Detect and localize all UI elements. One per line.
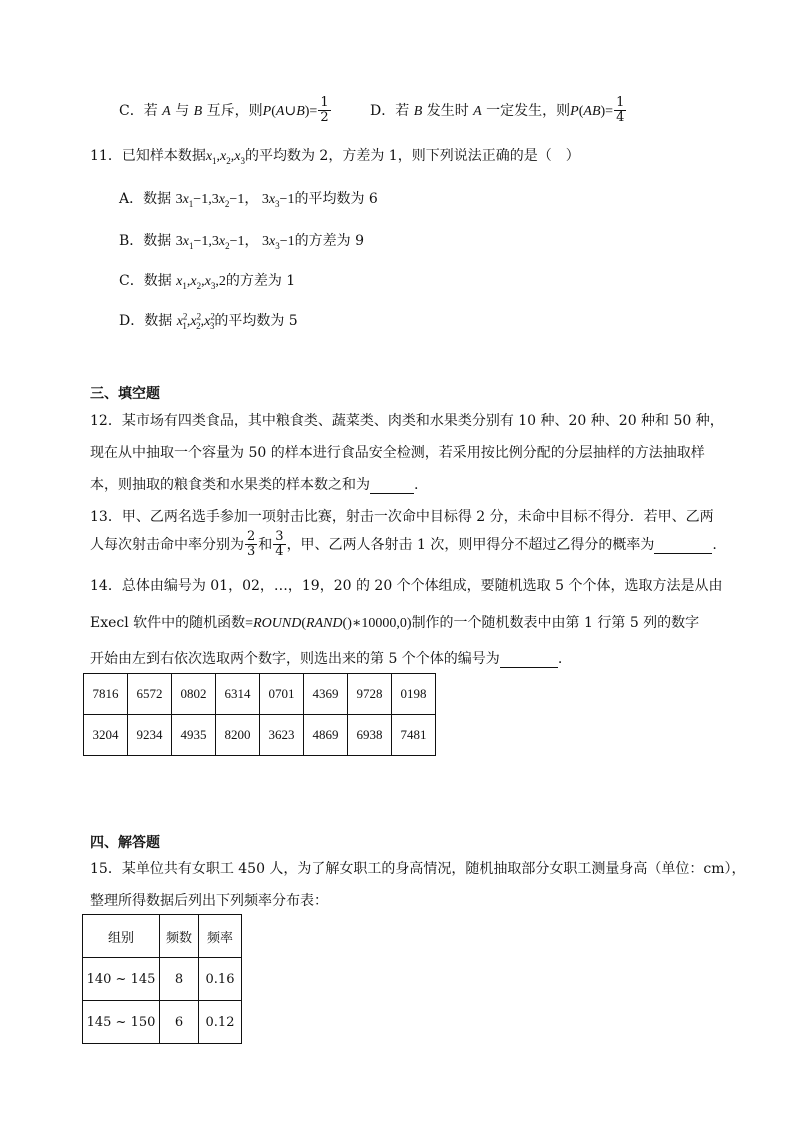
answer-blank[interactable] [500,651,558,668]
text: 人每次射击命中率分别为 [90,536,244,553]
q11-option-d [119,310,298,331]
fraction: $\frac{1}{4}$ [616,95,625,126]
text: 的平均数为 5 [214,313,298,329]
table-row [84,674,436,715]
table-cell: 9728 [348,674,392,715]
var-b: B [413,103,423,119]
table-row [84,715,436,756]
text: 互斥，则 [206,102,263,119]
table-cell: 7816 [84,674,128,715]
table-cell: 0.12 [199,1001,242,1044]
option-label: C． [119,102,144,119]
table-cell: 6572 [128,674,172,715]
q11-option-c [119,270,295,291]
sample-vars: $x_1,x_2,x_3$ [205,149,245,166]
text: 的方差为 9 [294,233,364,249]
table-cell: 145 ~ 150 [83,1001,160,1044]
fraction: $\frac{1}{2}$ [320,95,329,126]
table-cell: 6314 [216,674,260,715]
q11-option-b [119,230,364,251]
q14-line-3 [90,648,562,668]
prob-intersection-expr: P(AB)= [570,103,614,119]
vars-with-2: $x_1,x_2,x_3,2$ [176,274,226,291]
text: . [414,477,419,493]
q15-line-2: 整理所得数据后列出下列频率分布表： [90,893,328,909]
q12-line-3 [90,474,418,494]
q13-line-2 [90,530,717,560]
table-cell: 0802 [172,674,216,715]
q10-option-d [370,96,627,126]
table-cell: 3623 [260,715,304,756]
option-label: B． [119,233,144,249]
table-cell: 0198 [392,674,436,715]
round-rand-formula: =ROUND(RAND()∗10000,0) [245,616,412,631]
q13-line-1: 13．甲、乙两名选手参加一项射击比赛，射击一次命中目标得 2 分，未命中目标不得分．若甲、乙两 [90,509,714,525]
answer-blank[interactable] [654,537,712,554]
column-header: 频数 [160,915,199,958]
text: 数据 [143,273,172,289]
table-cell: 8 [160,958,199,1001]
text: 的平均数为 2，方差为 1，则下列说法正确的是（ ） [244,148,580,164]
text: 数据 [143,233,172,249]
text: 11．已知样本数据 [90,148,206,164]
transformed-vars: $3x_1-1,3x_2-1$， $3x_3-1$ [175,234,295,251]
table-row [83,958,242,1001]
table-cell: 4935 [172,715,216,756]
text: ，甲、乙两人各射击 1 次，则甲得分不超过乙得分的概率为 [286,536,655,553]
q12-line-1: 12．某市场有四类食品，其中粮食类、蔬菜类、肉类和水果类分别有 10 种、20 种、20 种和 50 种， [90,413,724,429]
q10-option-c [119,96,332,126]
column-header: 组别 [83,915,160,958]
text: 的方差为 1 [225,273,296,289]
q15-line-1: 15．某单位共有女职工 450 人，为了解女职工的身高情况，随机抽取部分女职工测量身高（单位：cm）， [90,861,746,877]
table-cell: 4869 [304,715,348,756]
squared-vars: $x^2_1,x^2_2,x^2_3$ [176,311,215,331]
answer-blank[interactable] [370,477,414,494]
text: 的平均数为 6 [294,191,378,207]
q11-stem [90,145,580,166]
text: 制作的一个随机数表中由第 1 行第 5 列的数字 [411,615,700,631]
frequency-distribution-table [82,914,242,1044]
option-label: C． [119,273,144,289]
table-row [83,1001,242,1044]
section-title-fill-in: 三、填空题 [90,386,160,402]
table-cell: 8200 [216,715,260,756]
var-b: B [193,103,203,119]
text: . [557,651,563,667]
text: 与 [175,102,190,119]
text: 若 [395,102,410,119]
fraction: $\frac{2}{3}$ [247,529,256,560]
table-cell: 4369 [304,674,348,715]
section-title-solutions: 四、解答题 [90,835,160,851]
table-header-row [83,915,242,958]
table-cell: 140 ~ 145 [83,958,160,1001]
text: . [712,536,717,553]
transformed-vars: $3x_1-1,3x_2-1$， $3x_3-1$ [175,192,295,209]
text: Execl 软件中的随机函数 [90,615,246,631]
prob-union-expr: P(A∪B)= [262,103,318,119]
q14-line-1: 14．总体由编号为 01，02，…，19，20 的 20 个个体组成，要随机选取 5 个个体，选取方法是从由 [90,578,723,594]
random-number-table [83,673,436,756]
text: 数据 [144,313,173,329]
fraction: $\frac{3}{4}$ [275,529,284,560]
table-cell: 6 [160,1001,199,1044]
text: 数据 [143,191,172,207]
text: 和 [258,536,273,553]
text: 若 [143,102,158,119]
option-label: D． [119,313,145,329]
table-cell: 0.16 [199,958,242,1001]
table-cell: 3204 [84,715,128,756]
text: 开始由左到右依次选取两个数字，则选出来的第 5 个个体的编号为 [90,651,500,667]
table-cell: 7481 [392,715,436,756]
option-label: A． [119,191,144,207]
text: 一定发生，则 [486,102,571,119]
q12-line-2: 现在从中抽取一个容量为 50 的样本进行食品安全检测，若采用按比例分配的分层抽样的方法抽取样 [90,445,705,461]
q14-line-2 [90,612,699,632]
column-header: 频率 [199,915,242,958]
table-cell: 6938 [348,715,392,756]
table-cell: 9234 [128,715,172,756]
var-a: A [162,103,171,119]
text: 发生时 [426,102,469,119]
var-a: A [473,103,482,119]
q11-option-a [119,188,378,209]
text: 本，则抽取的粮食类和水果类的样本数之和为 [90,477,370,493]
option-label: D． [370,102,396,119]
table-cell: 0701 [260,674,304,715]
